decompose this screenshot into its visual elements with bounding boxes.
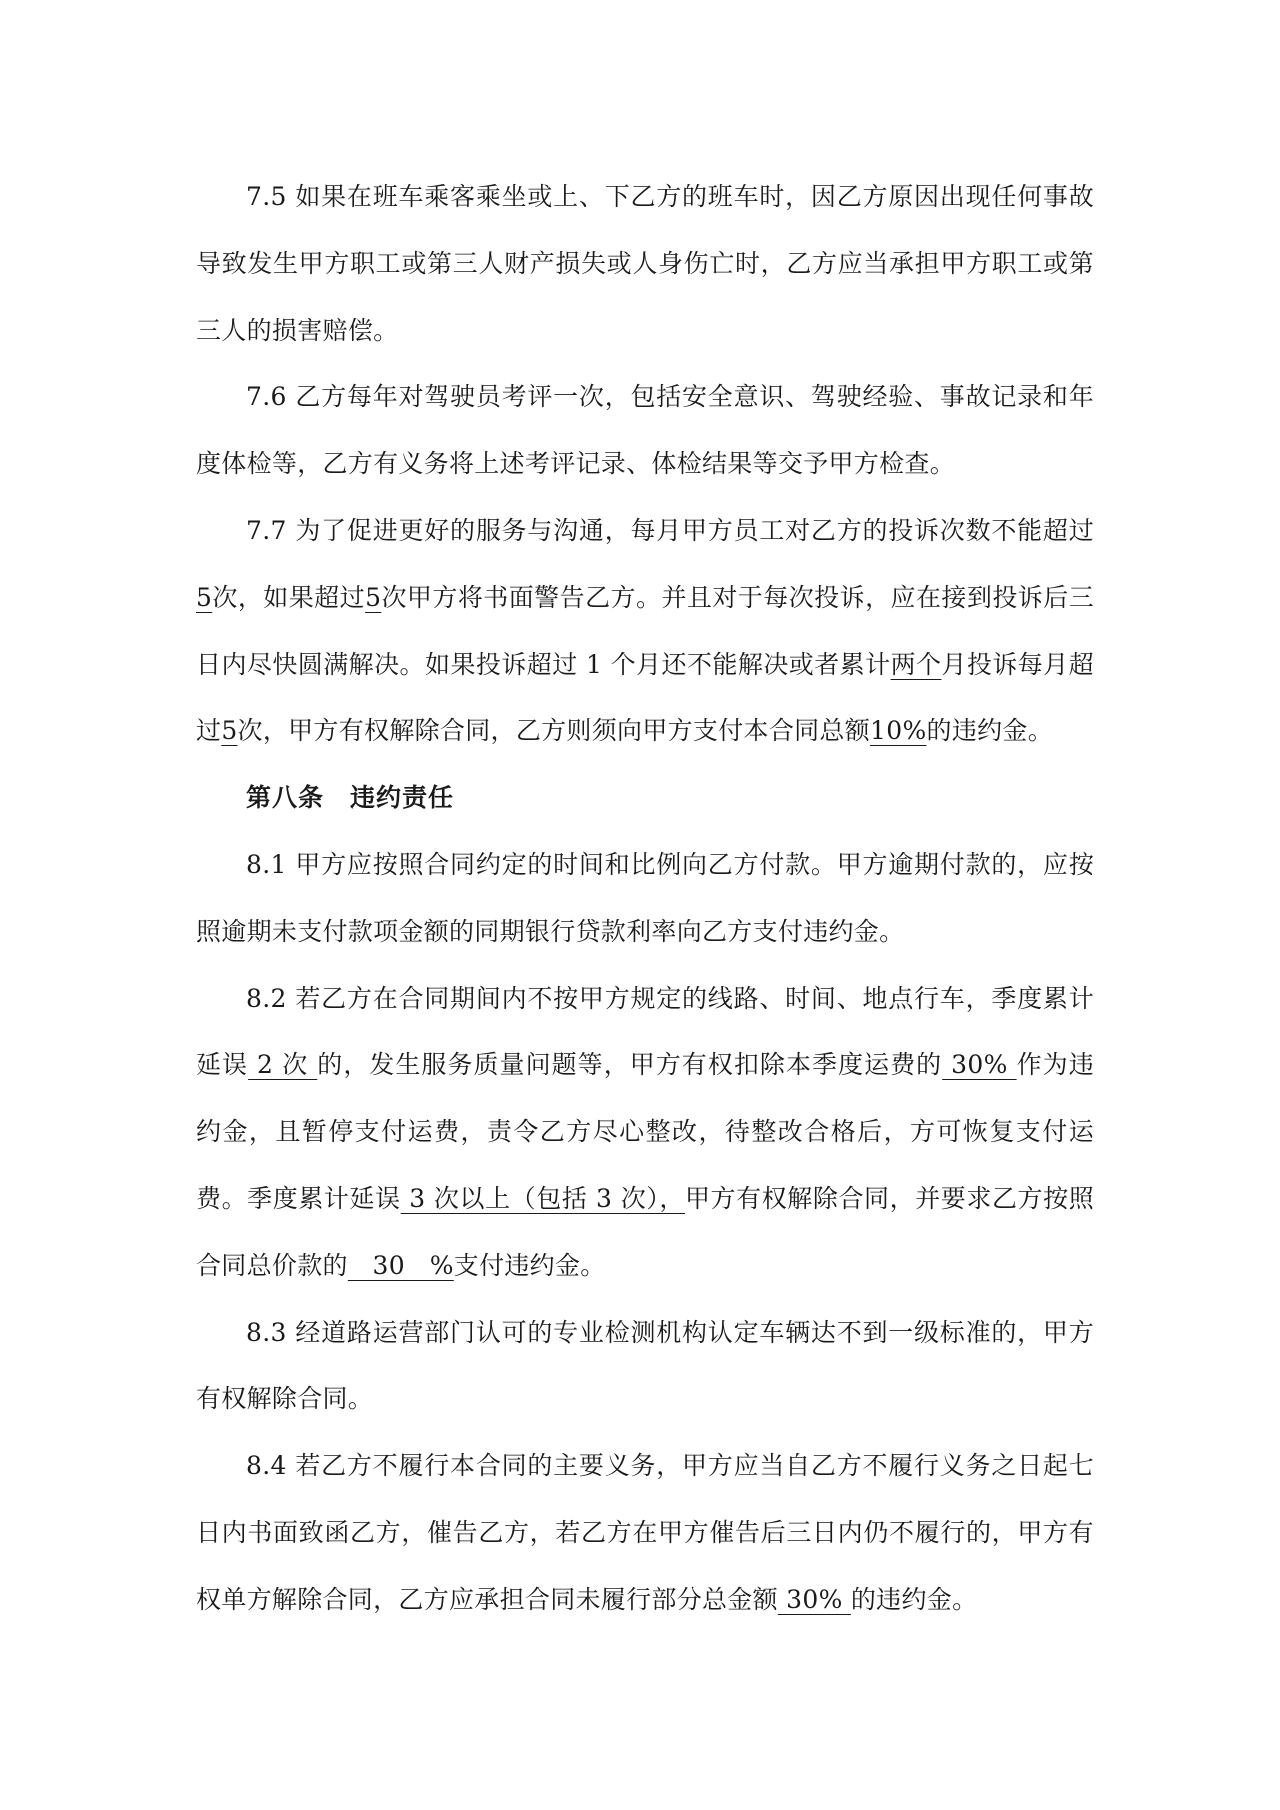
- clause-7-7-text-5: 次，甲方有权解除合同，乙方则须向甲方支付本合同总额: [237, 716, 871, 746]
- clause-8-2-text-3: 作为违约金，且暂停支付运费，责令乙方尽心整改，待整改合格后，方可恢复支付运费。季度累计延误: [196, 1050, 1094, 1213]
- document-page: [196, 164, 1094, 1634]
- clause-7-7: [196, 498, 1094, 765]
- blank-delay-count: 2 次: [248, 1050, 318, 1080]
- clause-7-7-text-2: 次，如果超过: [212, 582, 366, 612]
- clause-8-2-text-2: 的，发生服务质量问题等，甲方有权扣除本季度运费的: [317, 1050, 943, 1080]
- clause-8-2-text-4: 甲方有权解除合同，并要求乙方按照合同总价款的: [196, 1183, 1094, 1280]
- clause-8-4: [196, 1433, 1094, 1633]
- blank-termination-delay: 3 次以上（包括 3 次），: [400, 1183, 685, 1213]
- clause-8-4-text-1: 8.4 若乙方不履行本合同的主要义务，甲方应当自乙方不履行义务之日起七日内书面致函乙方，催告乙方，若乙方在甲方催告后三日内仍不履行的，甲方有权单方解除合同，乙方应承担合同未履行部分总金额: [196, 1451, 1094, 1614]
- clause-7-7-text-1: 7.7 为了促进更好的服务与沟通，每月甲方员工对乙方的投诉次数不能超过: [246, 515, 1094, 545]
- clause-8-2-text-5: 支付违约金。: [453, 1250, 606, 1280]
- clause-8-1-text: 8.1 甲方应按照合同约定的时间和比例向乙方付款。甲方逾期付款的，应按照逾期未支付款项金额的同期银行贷款利率向乙方支付违约金。: [196, 849, 1094, 946]
- clause-7-7-text-3: 次甲方将书面警告乙方。并且对于每次投诉，应在接到投诉后三日内尽快圆满解决。如果投诉超过 1 个月还不能解决或者累计: [196, 582, 1094, 679]
- clause-7-7-text-6: 的违约金。: [926, 716, 1054, 746]
- blank-warning-threshold: 5: [365, 582, 382, 612]
- clause-7-6: [196, 364, 1094, 498]
- blank-total-penalty-rate: 30 %: [347, 1250, 454, 1280]
- clause-7-7-text-4: 月投诉每月超过: [196, 649, 1094, 746]
- blank-unfulfilled-penalty-rate: 30%: [777, 1584, 851, 1614]
- article-8-heading: 第八条 违约责任: [246, 783, 455, 813]
- clause-7-5: [196, 164, 1094, 364]
- blank-penalty-rate: 10%: [870, 716, 927, 746]
- blank-months: 两个: [890, 649, 942, 679]
- clause-7-5-text: 7.5 如果在班车乘客乘坐或上、下乙方的班车时，因乙方原因出现任何事故导致发生甲方职工或第三人财产损失或人身伤亡时，乙方应当承担甲方职工或第三人的损害赔偿。: [196, 182, 1094, 345]
- blank-deduction-rate: 30%: [942, 1050, 1017, 1080]
- clause-8-3-text: 8.3 经道路运营部门认可的专业检测机构认定车辆达不到一级标准的，甲方有权解除合同。: [196, 1317, 1094, 1414]
- clause-8-4-text-2: 的违约金。: [850, 1584, 978, 1614]
- clause-7-6-text: 7.6 乙方每年对驾驶员考评一次，包括安全意识、驾驶经验、事故记录和年度体检等，乙方有义务将上述考评记录、体检结果等交予甲方检查。: [196, 382, 1094, 479]
- clause-8-2-text-1: 8.2 若乙方在合同期间内不按甲方规定的线路、时间、地点行车，季度累计延误: [196, 983, 1094, 1080]
- blank-complaint-limit: 5: [196, 582, 213, 612]
- blank-monthly-count: 5: [221, 716, 238, 746]
- clause-8-2: [196, 966, 1094, 1300]
- clause-8-1: [196, 832, 1094, 966]
- clause-8-3: [196, 1300, 1094, 1434]
